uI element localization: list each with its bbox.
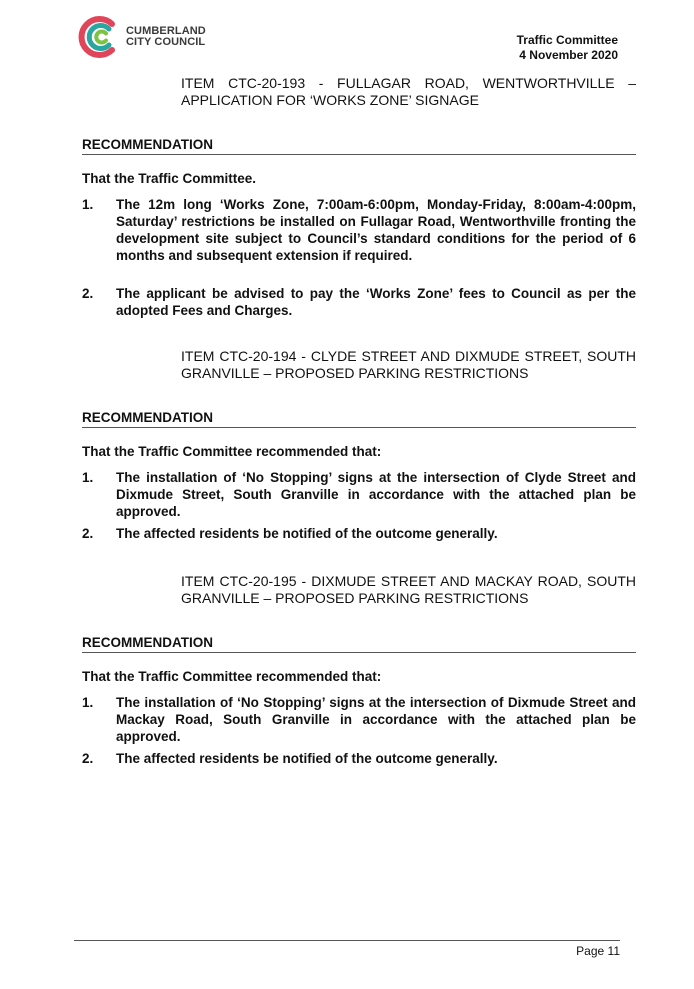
list-number: 1. bbox=[82, 695, 94, 710]
list-text: The affected residents be notified of the outcome generally. bbox=[116, 751, 498, 766]
recommendation-lead: That the Traffic Committee. bbox=[82, 171, 257, 186]
page-number: Page 11 bbox=[576, 944, 620, 958]
item-title: ITEM CTC-20-195 - DIXMUDE STREET AND MACKAY ROAD, SOUTH GRANVILLE – PROPOSED PARKING RESTRICTIONS bbox=[181, 573, 636, 606]
logo-line1: CUMBERLAND bbox=[126, 25, 206, 37]
header-info bbox=[517, 33, 618, 63]
list-item bbox=[82, 525, 636, 542]
list-item bbox=[82, 469, 636, 520]
list-item bbox=[82, 750, 636, 767]
list-text: The affected residents be notified of the outcome generally. bbox=[116, 526, 498, 541]
list-item bbox=[82, 285, 636, 319]
committee-name: Traffic Committee bbox=[516, 33, 618, 47]
item-title: ITEM CTC-20-193 - FULLAGAR ROAD, WENTWORTHVILLE – APPLICATION FOR ‘WORKS ZONE’ SIGNAGE bbox=[181, 75, 636, 108]
recommendation-heading: RECOMMENDATION bbox=[82, 410, 636, 428]
recommendation-lead: That the Traffic Committee recommended that: bbox=[82, 444, 382, 459]
footer-divider bbox=[74, 940, 620, 941]
item-title: ITEM CTC-20-194 - CLYDE STREET AND DIXMUDE STREET, SOUTH GRANVILLE – PROPOSED PARKING RESTRICTIONS bbox=[181, 348, 636, 381]
logo-line2: CITY COUNCIL bbox=[126, 36, 206, 48]
recommendation-lead: That the Traffic Committee recommended that: bbox=[82, 669, 382, 684]
list-text: The applicant be advised to pay the ‘Works Zone’ fees to Council as per the adopted Fees and Charges. bbox=[116, 286, 636, 318]
list-number: 2. bbox=[82, 526, 94, 541]
list-number: 2. bbox=[82, 286, 94, 301]
council-logo bbox=[76, 14, 206, 60]
list-item bbox=[82, 694, 636, 745]
recommendation-heading: RECOMMENDATION bbox=[82, 635, 636, 653]
list-text: The installation of ‘No Stopping’ signs at the intersection of Clyde Street and Dixmude Street, South Granville in accordance with the attached plan be approved. bbox=[116, 470, 636, 519]
list-number: 1. bbox=[82, 197, 94, 212]
list-text: The 12m long ‘Works Zone, 7:00am-6:00pm, Monday-Friday, 8:00am-4:00pm, Saturday’ restrictions be installed on Fullagar Road, Wentworthville fronting the development site subject to Council’s standard conditions for the period of 6 months and subsequent extension if required. bbox=[116, 197, 636, 263]
meeting-date: 4 November 2020 bbox=[519, 48, 618, 62]
council-logo-icon bbox=[76, 14, 122, 60]
recommendation-heading: RECOMMENDATION bbox=[82, 137, 636, 155]
list-text: The installation of ‘No Stopping’ signs at the intersection of Dixmude Street and Mackay Road, South Granville in accordance with the attached plan be approved. bbox=[116, 695, 636, 744]
list-item bbox=[82, 196, 636, 264]
list-number: 2. bbox=[82, 751, 94, 766]
list-number: 1. bbox=[82, 470, 94, 485]
